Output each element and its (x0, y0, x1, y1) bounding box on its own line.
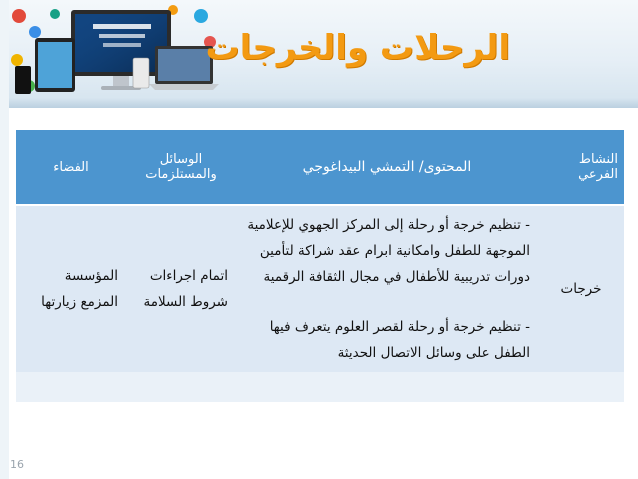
header-activity: النشاط الفرعي (538, 130, 624, 205)
header-content: المحتوى/ التمشي البيداغوجي (236, 130, 538, 205)
page-title: الرحلات والخرجات (205, 28, 510, 68)
table-row (16, 205, 624, 372)
devices-illustration (5, 2, 220, 110)
cell-content (236, 205, 538, 372)
table-header-row (16, 130, 624, 205)
page-number: 16 (10, 458, 24, 471)
cell-space: المؤسسة المزمع زيارتها (16, 205, 126, 372)
cell-activity: خرجات (538, 205, 624, 372)
header-space: الفضاء (16, 130, 126, 205)
content-paragraph-1: - تنظيم خرجة أو رحلة إلى المركز الجهوي للإعلامية الموجهة للطفل وامكانية ابرام عقد شراكة لتأمين دورات تدريبية للأطفال في مجال الثقافة الرقمية (247, 217, 530, 285)
activities-table (16, 130, 624, 402)
header-means: الوسائل والمستلزمات (126, 130, 236, 205)
content-paragraph-2: - تنظيم خرجة أو رحلة لقصر العلوم يتعرف فيها الطفل على وسائل الاتصال الحديثة (269, 319, 530, 361)
table-empty-row (16, 372, 624, 402)
cell-means: اتمام اجراءات شروط السلامة (126, 205, 236, 372)
